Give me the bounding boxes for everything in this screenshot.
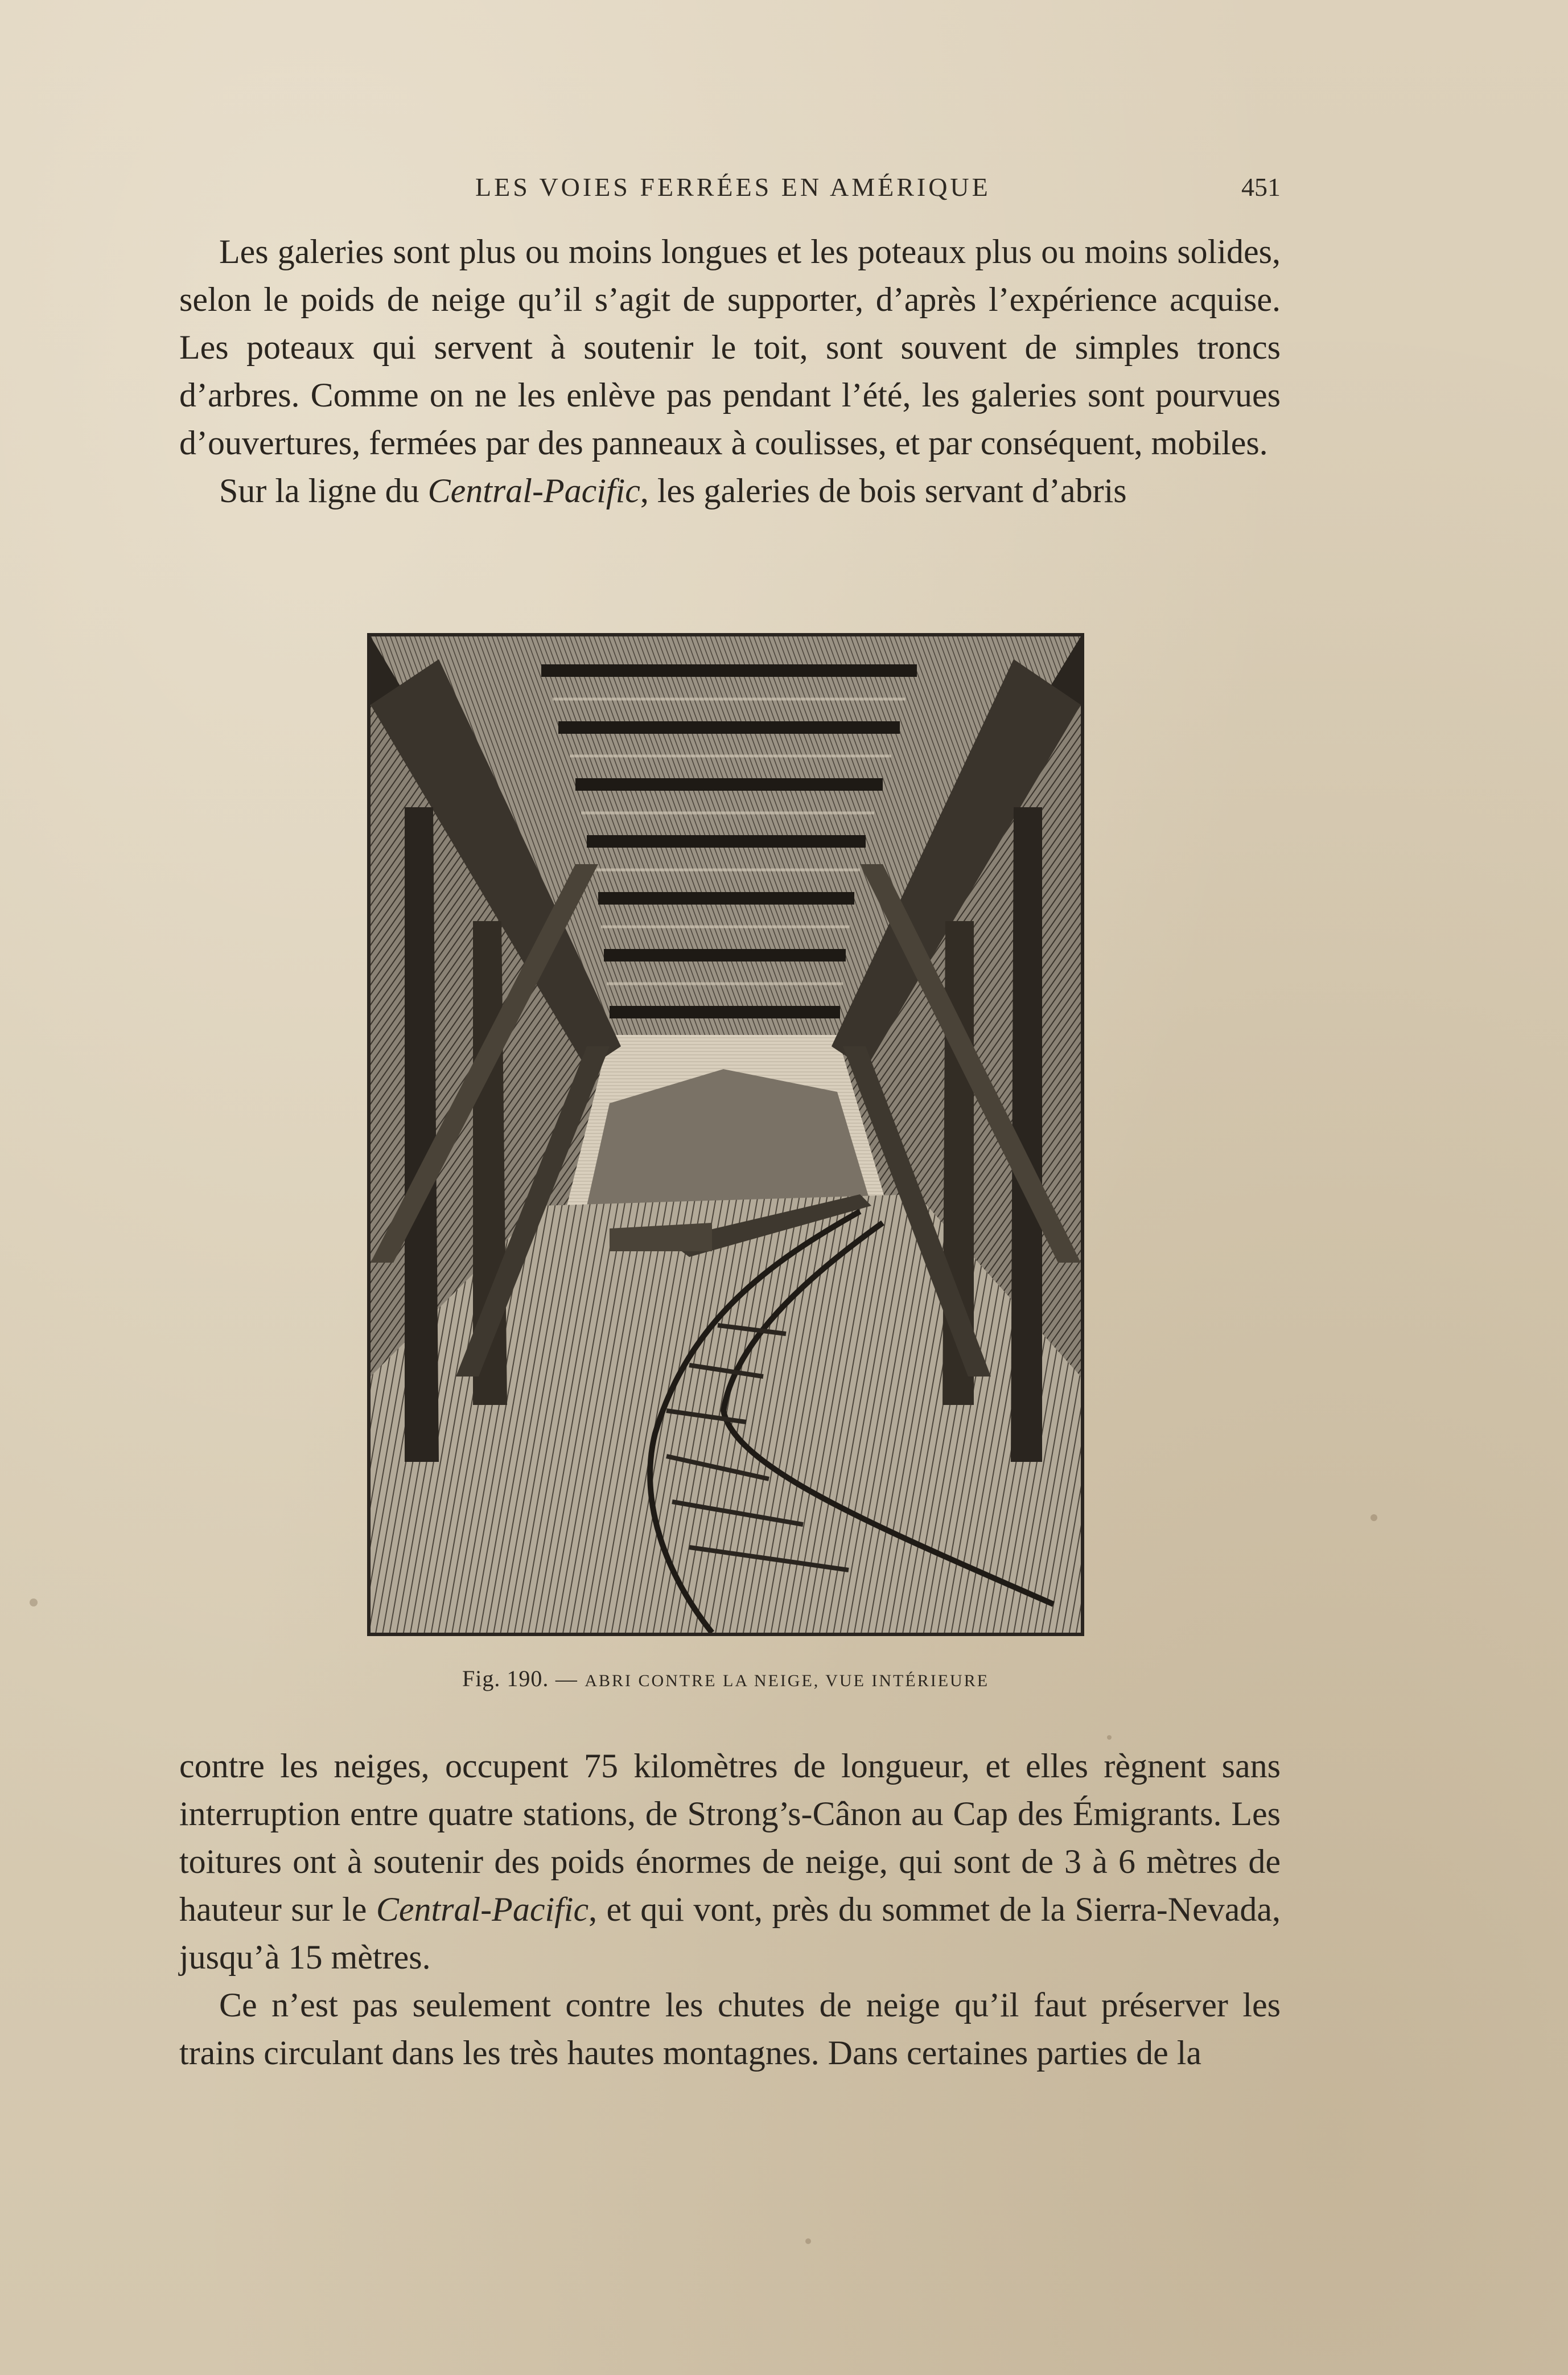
- text-run: contre les neiges, occupent 75 kilomètres de longueur, et elles règnent sans interruption entre quatre stations, de Strong’s-Cânon au Cap des Émigrants. Les toitures ont à soutenir des poids énormes de neige, qui sont de 3 à 6 mètres de hauteur sur le: [179, 1747, 1281, 1928]
- paragraph: [179, 467, 1281, 515]
- caption-dash: —: [549, 1667, 585, 1691]
- paper-stain: [30, 1599, 38, 1606]
- figure-title: ABRI CONTRE LA NEIGE, VUE INTÉRIEURE: [585, 1671, 990, 1690]
- engraving-illustration: [367, 633, 1084, 1636]
- italic-text: Central-Pacific: [376, 1891, 589, 1928]
- body-text-top: [179, 228, 1281, 515]
- page-number: 451: [1241, 172, 1281, 202]
- paper-stain: [805, 2238, 811, 2244]
- paragraph: Les galeries sont plus ou moins longues et les poteaux plus ou moins solides, selon le poids de neige qu’il s’agit de supporter, d’après l’expérience acquise. Les poteaux qui servent à soutenir le toit, sont souvent de simples troncs d’arbres. Comme on ne les enlève pas pendant l’été, les galeries sont pourvues d’ouvertures, fermées par des panneaux à coulisses, et par conséquent, mobiles.: [179, 233, 1281, 462]
- italic-text: Central-Pacific: [427, 472, 640, 509]
- paper-stain: [1107, 1735, 1112, 1740]
- paragraph: Ce n’est pas seulement contre les chutes de neige qu’il faut préserver les trains circulant dans les très hautes montagnes. Dans certaines parties de la: [179, 1986, 1281, 2072]
- paragraph: [179, 1742, 1281, 1981]
- figure-number: Fig. 190.: [462, 1666, 549, 1691]
- text-run: , et qui vont, près du sommet de la Sierra-Nevada, jusqu’à 15 mètres.: [179, 1891, 1281, 1976]
- figure-caption: [367, 1665, 1084, 1692]
- body-text-bottom: [179, 1742, 1281, 2077]
- text-run: , les galeries de bois servant d’abris: [640, 472, 1127, 509]
- running-head: [179, 172, 1281, 206]
- paper-stain: [1371, 1514, 1377, 1521]
- snow-shed-engraving: [371, 636, 1081, 1633]
- running-head-title: LES VOIES FERRÉES EN AMÉRIQUE: [475, 172, 991, 202]
- text-run: Sur la ligne du: [219, 472, 428, 509]
